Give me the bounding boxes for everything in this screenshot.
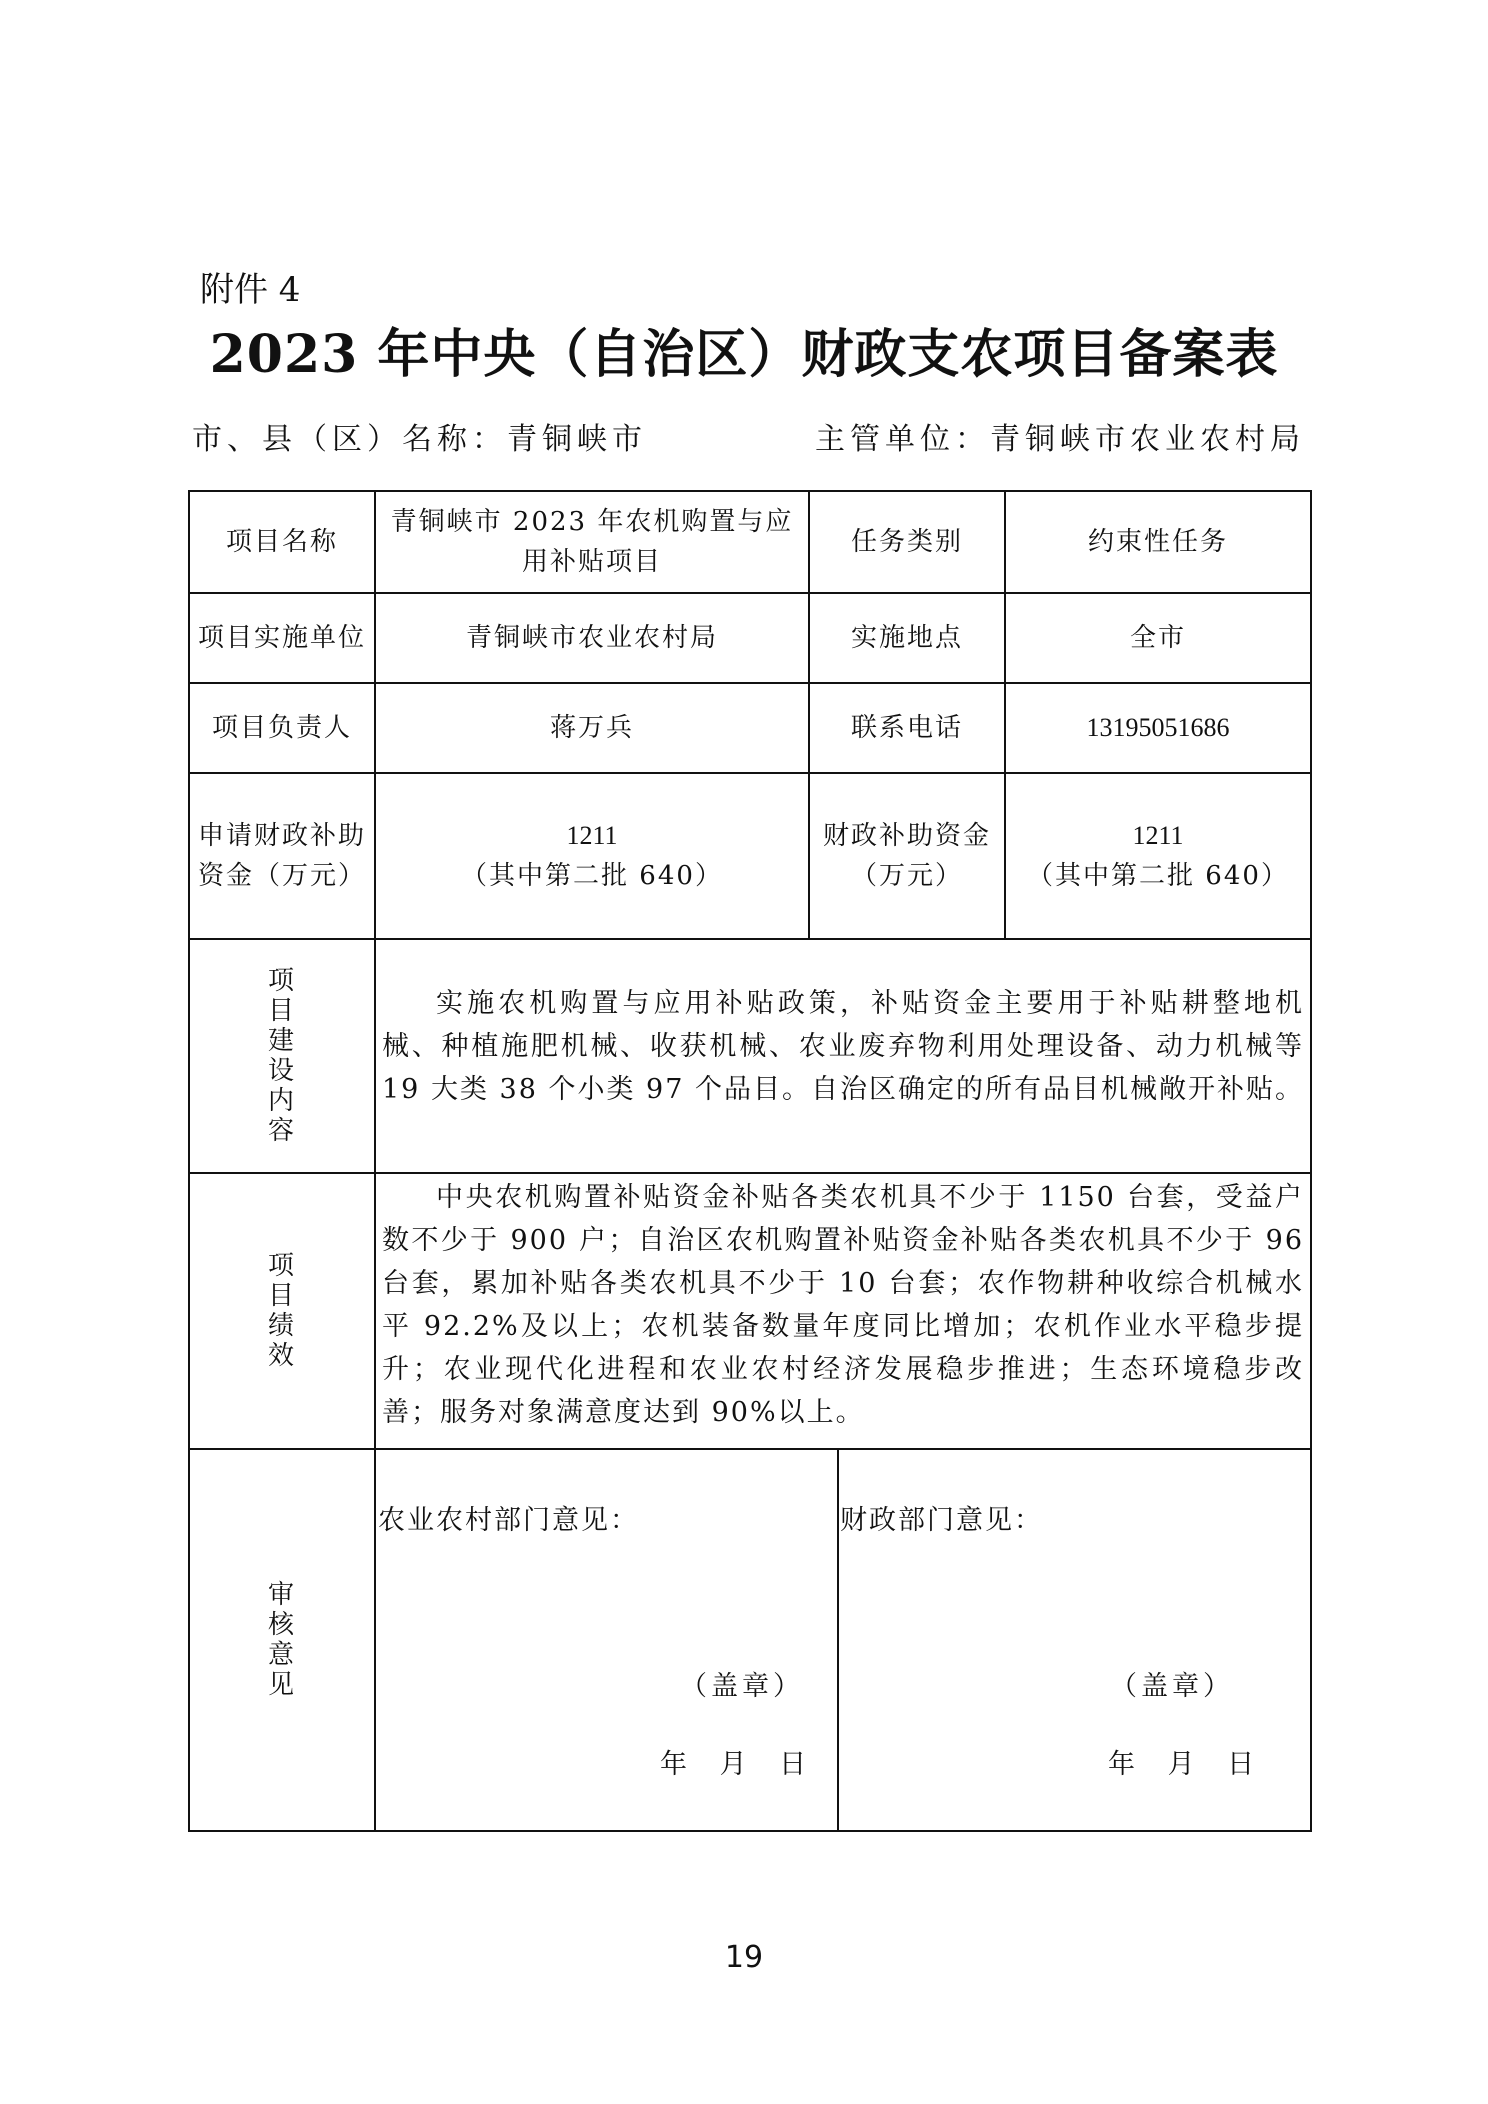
content-text: 实施农机购置与应用补贴政策，补贴资金主要用于补贴耕整地机械、种植施肥机械、收获机械、农业废弃物利用处理设备、动力机械等 19 大类 38 个小类 97 个品目。自治区确定的所有品目机械敞开补贴。 <box>382 988 1304 1105</box>
page-title: 2023 年中央（自治区）财政支农项目备案表 <box>209 324 1279 385</box>
phone-label: 联系电话 <box>850 713 963 743</box>
performance-label: 项 目 绩 效 <box>267 1251 296 1371</box>
location-value: 全市 <box>1129 623 1186 653</box>
agri-seal: （盖章） <box>680 1671 804 1702</box>
page-number: 19 <box>724 1940 764 1975</box>
content-label: 项 目 建 设 内 容 <box>267 966 296 1146</box>
project-name-label: 项目名称 <box>225 527 338 557</box>
attachment-label: 附件 4 <box>200 270 301 310</box>
owner-value: 蒋万兵 <box>549 713 634 743</box>
dept-label: 主管单位：青铜峡市农业农村局 <box>815 422 1305 457</box>
review-label: 审 核 意 见 <box>267 1580 296 1700</box>
apply-funds-label: 申请财政补助资金（万元） <box>197 821 366 891</box>
impl-unit-label: 项目实施单位 <box>197 623 366 653</box>
task-type-value: 约束性任务 <box>1087 527 1228 557</box>
performance-text: 中央农机购置补贴资金补贴各类农机具不少于 1150 台套，受益户数不少于 900 户；自治区农机购置补贴资金补贴各类农机具不少于 96 台套，累加补贴各类农机具不少于 10 台套；农作物耕种收综合机械水平 92.2%及以上；农机装备数量年度同比增加；农机作业水平稳步提升；农业现代化进程和农业农村经济发展稳步推进；生态环境稳步改善；服务对象满意度达到 90%以上。 <box>382 1182 1304 1428</box>
grant-funds-label: 财政补助资金（万元） <box>822 821 991 891</box>
impl-unit-value: 青铜峡市农业农村局 <box>465 623 718 653</box>
grant-funds-value <box>1006 774 1310 938</box>
location-label: 实施地点 <box>850 623 963 653</box>
task-type-label: 任务类别 <box>850 527 963 557</box>
finance-date: 年 月 日 <box>1108 1749 1267 1780</box>
phone-value: 13195051686 <box>1086 713 1230 742</box>
grant-amount: 1211 <box>1132 821 1184 850</box>
apply-note: （其中第二批 640） <box>461 861 723 891</box>
project-name-value: 青铜峡市 2023 年农机购置与应用补贴项目 <box>390 507 794 577</box>
apply-amount: 1211 <box>566 821 618 850</box>
agri-opinion-label: 农业农村部门意见： <box>378 1505 639 1536</box>
region-label: 市、县（区）名称：青铜峡市 <box>192 422 647 457</box>
owner-label: 项目负责人 <box>211 713 352 743</box>
agri-date: 年 月 日 <box>660 1749 819 1780</box>
finance-seal: （盖章） <box>1110 1671 1234 1702</box>
grant-note: （其中第二批 640） <box>1027 861 1289 891</box>
finance-opinion-label: 财政部门意见： <box>840 1505 1043 1536</box>
apply-funds-value <box>376 774 808 938</box>
